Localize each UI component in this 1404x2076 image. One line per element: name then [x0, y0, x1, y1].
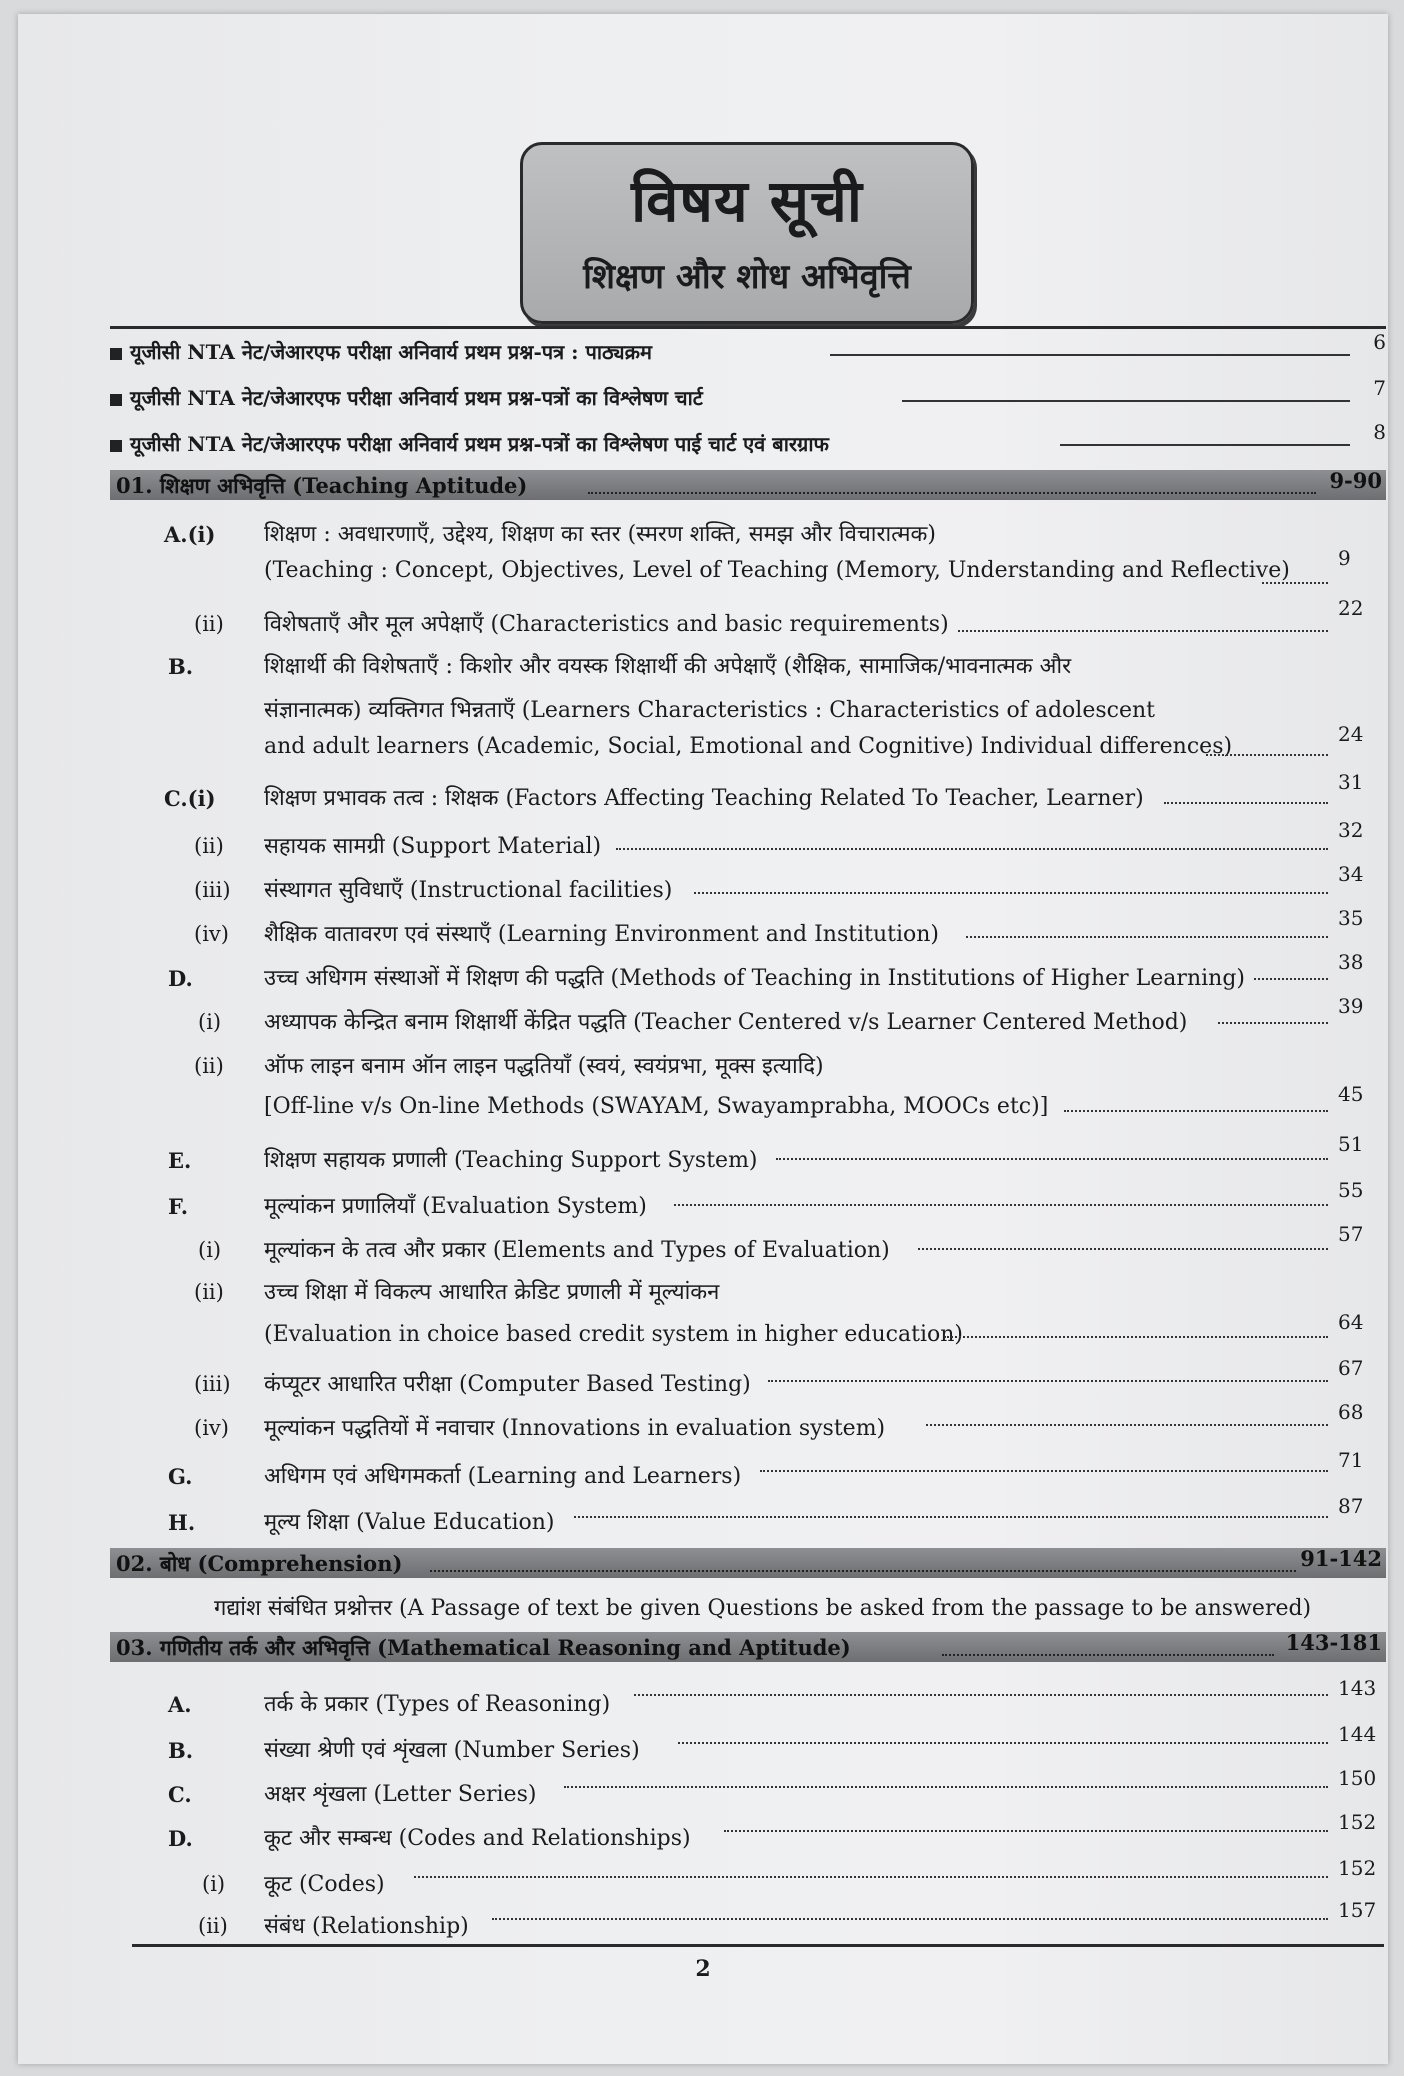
- leader-line: [1206, 754, 1328, 756]
- leader-line: [694, 892, 1328, 894]
- leader-line: [1060, 444, 1350, 446]
- toc-entry[interactable]: B. शिक्षार्थी की विशेषताएँ : किशोर और वयस्क शिक्षार्थी की अपेक्षाएँ (शैक्षिक, सामाजिक/भावनात्मक और: [168, 654, 1072, 679]
- leader-line: [564, 1786, 1328, 1788]
- toc-entry[interactable]: D. उच्च अधिगम संस्थाओं में शिक्षण की पद्धति (Methods of Teaching in Institutions of Higher Learning) 38: [168, 950, 1364, 991]
- page-number: 2: [695, 1956, 711, 1982]
- intro-item[interactable]: यूजीसी NTA नेट/जेआरएफ परीक्षा अनिवार्य प्रथम प्रश्न-पत्र : पाठ्यक्रम 6: [110, 338, 1386, 374]
- toc-entry[interactable]: F. मूल्यांकन प्रणालियाँ (Evaluation System) 55: [168, 1178, 1364, 1219]
- page-title: विषय सूची: [631, 167, 863, 235]
- bullet-square-icon: [110, 394, 122, 406]
- leader-line: [760, 1470, 1328, 1472]
- bullet-square-icon: [110, 440, 122, 452]
- toc-entry[interactable]: B. संख्या श्रेणी एवं शृंखला (Number Series) 144: [168, 1722, 1377, 1763]
- leader-line: [958, 630, 1328, 632]
- toc-entry[interactable]: D. कूट और सम्बन्ध (Codes and Relationships) 152: [168, 1810, 1377, 1851]
- toc-entry[interactable]: (i) कूट (Codes) 152: [202, 1856, 1377, 1897]
- leader-line: [634, 1694, 1328, 1696]
- leader-line: [1262, 582, 1328, 584]
- toc-entry[interactable]: संज्ञानात्मक) व्यक्तिगत भिन्नताएँ (Learners Characteristics : Characteristics of adolescent: [264, 698, 1155, 723]
- leader-line: [830, 354, 1350, 356]
- toc-entry[interactable]: (ii) उच्च शिक्षा में विकल्प आधारित क्रेडिट प्रणाली में मूल्यांकन: [194, 1280, 720, 1305]
- leader-line: [1218, 1022, 1328, 1024]
- leader-line: [674, 1204, 1328, 1206]
- leader-line: [942, 1654, 1274, 1656]
- bullet-square-icon: [110, 348, 122, 360]
- leader-line: [616, 848, 1328, 850]
- title-box: [520, 142, 974, 324]
- toc-entry[interactable]: [Off-line v/s On-line Methods (SWAYAM, Swayamprabha, MOOCs etc)] 45: [264, 1082, 1364, 1119]
- toc-entry[interactable]: (ii) संबंध (Relationship) 157: [198, 1898, 1377, 1939]
- toc-entry[interactable]: (iii) संस्थागत सुविधाएँ (Instructional facilities) 34: [194, 862, 1364, 903]
- page-subtitle: शिक्षण और शोध अभिवृत्ति: [583, 257, 911, 297]
- leader-line: [724, 1830, 1328, 1832]
- toc-entry[interactable]: (i) अध्यापक केन्द्रित बनाम शिक्षार्थी केंद्रित पद्धति (Teacher Centered v/s Learner Centered Method) 39: [198, 994, 1364, 1035]
- leader-line: [944, 1336, 1328, 1338]
- bottom-rule: [132, 1944, 1384, 1947]
- leader-line: [1164, 802, 1328, 804]
- leader-line: [918, 1248, 1328, 1250]
- leader-line: [414, 1876, 1328, 1878]
- toc-entry[interactable]: (iv) शैक्षिक वातावरण एवं संस्थाएँ (Learning Environment and Institution) 35: [194, 906, 1364, 947]
- leader-line: [492, 1918, 1328, 1920]
- chapter-2-description: गद्यांश संबंधित प्रश्नोत्तर (A Passage of text be given Questions be asked from the passage to be answered): [214, 1596, 1312, 1621]
- toc-entry[interactable]: A. तर्क के प्रकार (Types of Reasoning) 143: [168, 1676, 1377, 1717]
- toc-entry[interactable]: C. अक्षर शृंखला (Letter Series) 150: [168, 1766, 1377, 1807]
- toc-entry[interactable]: A.(i) शिक्षण : अवधारणाएँ, उद्देश्य, शिक्षण का स्तर (स्मरण शक्ति, समझ और विचारात्मक): [164, 522, 937, 547]
- chapter-heading-1[interactable]: 01. शिक्षण अभिवृत्ति (Teaching Aptitude) 9-90: [110, 470, 1386, 500]
- page: [18, 14, 1388, 2064]
- toc-entry[interactable]: (ii) ऑफ लाइन बनाम ऑन लाइन पद्धतियाँ (स्वयं, स्वयंप्रभा, मूक्स इत्यादि): [194, 1054, 824, 1079]
- toc-entry[interactable]: (Teaching : Concept, Objectives, Level of Teaching (Memory, Understanding and Reflective) 9: [264, 546, 1351, 583]
- toc-entry[interactable]: C.(i) शिक्षण प्रभावक तत्व : शिक्षक (Factors Affecting Teaching Related To Teacher, Learner) 31: [164, 770, 1364, 811]
- leader-line: [926, 1424, 1328, 1426]
- leader-line: [1254, 978, 1328, 980]
- chapter-heading-2[interactable]: 02. बोध (Comprehension) 91-142: [110, 1548, 1386, 1578]
- top-rule: [110, 326, 1386, 329]
- toc-entry[interactable]: (ii) सहायक सामग्री (Support Material) 32: [194, 818, 1364, 859]
- toc-entry[interactable]: G. अधिगम एवं अधिगमकर्ता (Learning and Learners) 71: [168, 1448, 1364, 1489]
- leader-line: [430, 1570, 1296, 1572]
- leader-line: [588, 492, 1316, 494]
- leader-line: [1064, 1110, 1328, 1112]
- leader-line: [776, 1158, 1328, 1160]
- intro-item[interactable]: यूजीसी NTA नेट/जेआरएफ परीक्षा अनिवार्य प्रथम प्रश्न-पत्रों का विश्लेषण पाई चार्ट एवं बारग्राफ 8: [110, 430, 1386, 466]
- toc-entry[interactable]: (ii) विशेषताएँ और मूल अपेक्षाएँ (Characteristics and basic requirements) 22: [194, 596, 1364, 637]
- leader-line: [902, 400, 1350, 402]
- toc-entry[interactable]: (Evaluation in choice based credit system in higher education) 64: [264, 1310, 1364, 1347]
- intro-item[interactable]: यूजीसी NTA नेट/जेआरएफ परीक्षा अनिवार्य प्रथम प्रश्न-पत्रों का विश्लेषण चार्ट 7: [110, 384, 1386, 420]
- leader-line: [966, 936, 1328, 938]
- toc-entry[interactable]: and adult learners (Academic, Social, Emotional and Cognitive) Individual differences) 24: [264, 722, 1364, 759]
- toc-entry[interactable]: H. मूल्य शिक्षा (Value Education) 87: [168, 1494, 1364, 1535]
- leader-line: [678, 1742, 1328, 1744]
- leader-line: [574, 1516, 1328, 1518]
- toc-entry[interactable]: (iii) कंप्यूटर आधारित परीक्षा (Computer Based Testing) 67: [194, 1356, 1364, 1397]
- leader-line: [768, 1380, 1328, 1382]
- toc-entry[interactable]: (i) मूल्यांकन के तत्व और प्रकार (Elements and Types of Evaluation) 57: [198, 1222, 1364, 1263]
- toc-entry[interactable]: E. शिक्षण सहायक प्रणाली (Teaching Support System) 51: [168, 1132, 1364, 1173]
- chapter-heading-3[interactable]: 03. गणितीय तर्क और अभिवृत्ति (Mathematical Reasoning and Aptitude) 143-181: [110, 1632, 1386, 1662]
- toc-entry[interactable]: (iv) मूल्यांकन पद्धतियों में नवाचार (Innovations in evaluation system) 68: [194, 1400, 1364, 1441]
